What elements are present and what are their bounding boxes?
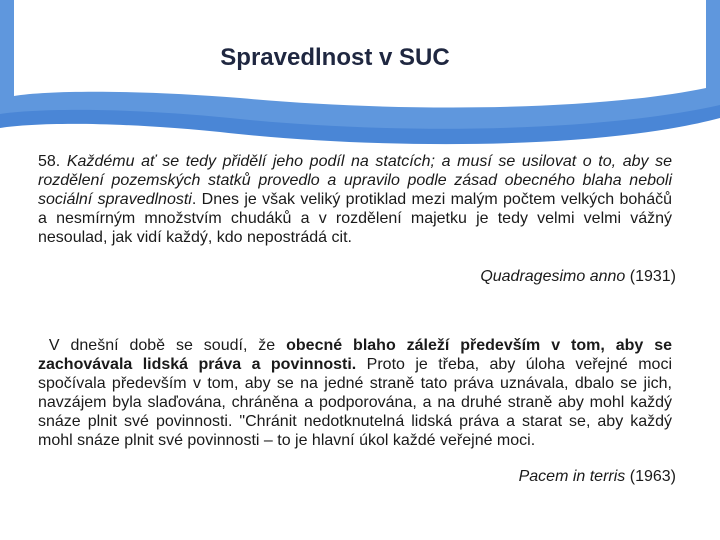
citation-year: (1931)	[629, 268, 676, 285]
citation-quadragesimo	[480, 268, 676, 286]
paragraph-number: 58.	[38, 153, 61, 170]
header-banner	[0, 0, 720, 150]
citation-title: Quadragesimo anno	[480, 268, 626, 285]
quote-quadragesimo-anno	[38, 152, 672, 247]
citation-title: Pacem in terris	[518, 468, 626, 485]
quote2-bold: obecné blaho záleží především v tom, aby se zachovávala lidská práva a povinnosti.	[38, 337, 673, 373]
quote2-intro: V dnešní době se soudí, že	[48, 337, 287, 354]
citation-year: (1963)	[629, 468, 676, 485]
header-wave	[0, 0, 720, 150]
quote2-text: Proto je třeba, aby úloha veřejné moci spočívala především v tom, aby se na jedné straně tato práva uznávala, dbalo se jich, navzájem byla slaďována, chráněna a podporována, a na druhé straně aby mohl každý snáze plnit své povinnosti. "Chránit nedotknutelná lidská práva a starat se, aby každý mohl snáze plnit své povinnosti – to je hlavní úkol každé veřejné moci.	[38, 356, 673, 449]
citation-pacem	[519, 468, 676, 486]
quote-pacem-in-terris	[38, 336, 672, 450]
quote1-text: Každému ať se tedy přidělí jeho podíl na statcích; a musí se usilovat o to, aby se rozdělení pozemských statků provedlo a upravilo podle zásad obecného blaha neboli sociální spravedlnosti	[38, 153, 673, 208]
quote1-tail: . Dnes je však veliký protiklad mezi malým počtem velkých boháčů a nesmírným množstvím chudáků a v rozdělení majetku je tedy velmi velmi vážný nesoulad, jak vidí každý, kdo nepostrádá cit.	[38, 191, 672, 246]
slide-title: Spravedlnost v SUC	[220, 44, 450, 71]
